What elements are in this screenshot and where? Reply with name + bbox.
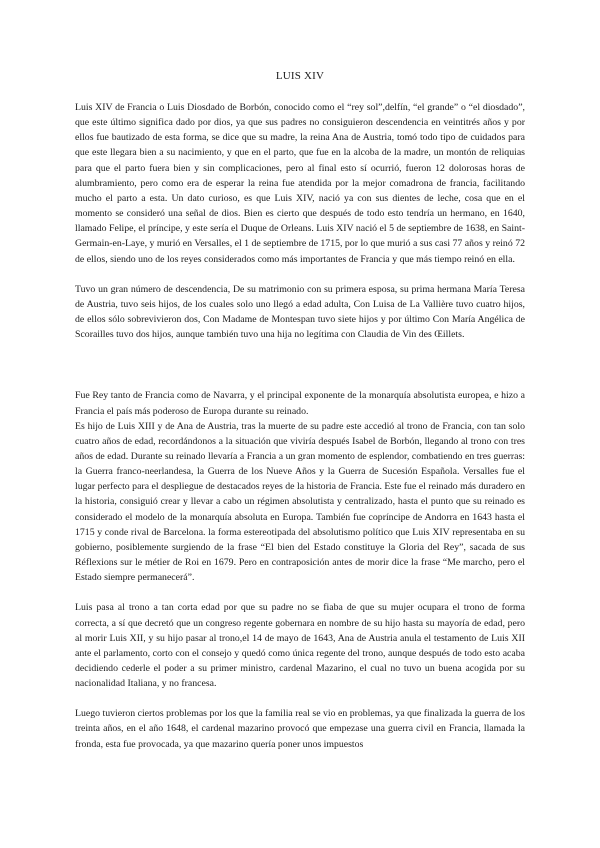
paragraph-regency: Luis pasa al trono a tan corta edad por que su padre no se fiaba de que su mujer ocupara el trono de forma correcta, a sí que decretó que un congreso regente gobernara en nombre de su hijo hasta su mayoría de edad, pero al morir Luis XII, y su hijo pasar al trono,el 14 de mayo de 1643, Ana de Austria anula el testamento de Luis XII ante el parlamento, corto con el consejo y quedó como única regente del trono, aunque después de todo esto acaba decidiendo cederle el poder a su primer ministro, cardenal Mazarino, el cual no tuvo un buena acogida por su nacionalidad Italiana, y no francesa. (75, 602, 525, 690)
document-title: LUIS XIV (275, 70, 325, 82)
paragraph-descendants: Tuvo un gran número de descendencia, De su matrimonio con su primera esposa, su prima hermana María Teresa de Austria, tuvo seis hijos, de los cuales solo uno llegó a edad adulta, Con Luisa de La Vallière tuvo cuatro hijos, de ellos sólo sobrevivieron dos, Con Madame de Montespan tuvo siete hijos y por último Con María Angélica de Scorailles tuvo dos hijos, aunque también tuvo una hija no legítima con Claudia de Vin des Œillets. (75, 283, 525, 341)
paragraph-fronde: Luego tuvieron ciertos problemas por los que la familia real se vio en problemas, ya que finalizada la guerra de los treinta años, en el año 1648, el cardenal mazarino provocó que empezase una guerra civil en Francia, llamada la fronda, esta fue provocada, ya que mazarino quería poner unos impuestos (75, 708, 525, 750)
document-body (75, 100, 525, 752)
paragraph-king: Fue Rey tanto de Francia como de Navarra, y el principal exponente de la monarquía absolutista europea, e hizo a Francia el país más poderoso de Europa durante su reinado. (75, 390, 525, 417)
paragraph-reign: Es hijo de Luis XIII y de Ana de Austria, tras la muerte de su padre este accedió al trono de Francia, con tan solo cuatro años de edad, recordándonos a la situación que viviría después Isabel de Borbón, llegando al trono con tres años de edad. Durante su reinado llevaría a Francia a un gran momento de esplendor, combatiendo en tres guerras: la Guerra franco-neerlandesa, la Guerra de los Nueve Años y la Guerra de Sucesión Española. Versalles fue el lugar perfecto para el despliegue de destacados reyes de la historia de Francia. Este fue el reinado más duradero en la historia, consiguió crear y llevar a cabo un régimen absolutista y centralizado, hasta el punto que su reinado es considerado el modelo de la monarquía absoluta en Europa. También fue copríncipe de Andorra en 1643 hasta el 1715 y conde rival de Barcelona. la forma estereotipada del absolutismo político que Luis XIV representaba en su gobierno, posiblemente surgiendo de la frase “El bien del Estado constituye la Gloria del Rey”, sacada de sus Réflexions sur le métier de Roi en 1679. Pero en contraposición antes de morir dice la frase “Me marcho, pero el Estado siempre permanecerá”. (75, 420, 525, 584)
paragraph-birth: Luis XIV de Francia o Luis Diosdado de Borbón, conocido como el “rey sol”,delfín, “el grande” o “el diosdado”, que este último significa dado por dios, ya que sus padres no consiguieron descendencia en veintitrés años y por ellos fue bautizado de esta forma, se dice que su madre, la reina Ana de Austria, tomó todo tipo de cuidados para que este llegara bien a su nacimiento, y que en el parto, que fue en la alcoba de la madre, un montón de reliquias para que el parto fuera bien y sin complicaciones, pero al final esto sí ocurrió, fueron 12 dolorosas horas de alumbramiento, pero como era de esperar la reina fue atendida por la mejor comadrona de francia, facilitando mucho el parto a esta. Un dato curioso, es que Luis XIV, nació ya con sus dientes de leche, cosa que en el momento se consideró una señal de dios. Bien es cierto que después de todo esto tendría un hermano, en 1640, llamado Felipe, el príncipe, y este sería el Duque de Orleans. Luis XIV nació el 5 de septiembre de 1638, en Saint-Germain-en-Laye, y murió en Versalles, el 1 de septiembre de 1715, por lo que murió a sus casi 77 años y reinó 72 de ellos, siendo uno de los reyes considerados como más importantes de Francia y que más tiempo reinó en ella. (75, 102, 525, 265)
